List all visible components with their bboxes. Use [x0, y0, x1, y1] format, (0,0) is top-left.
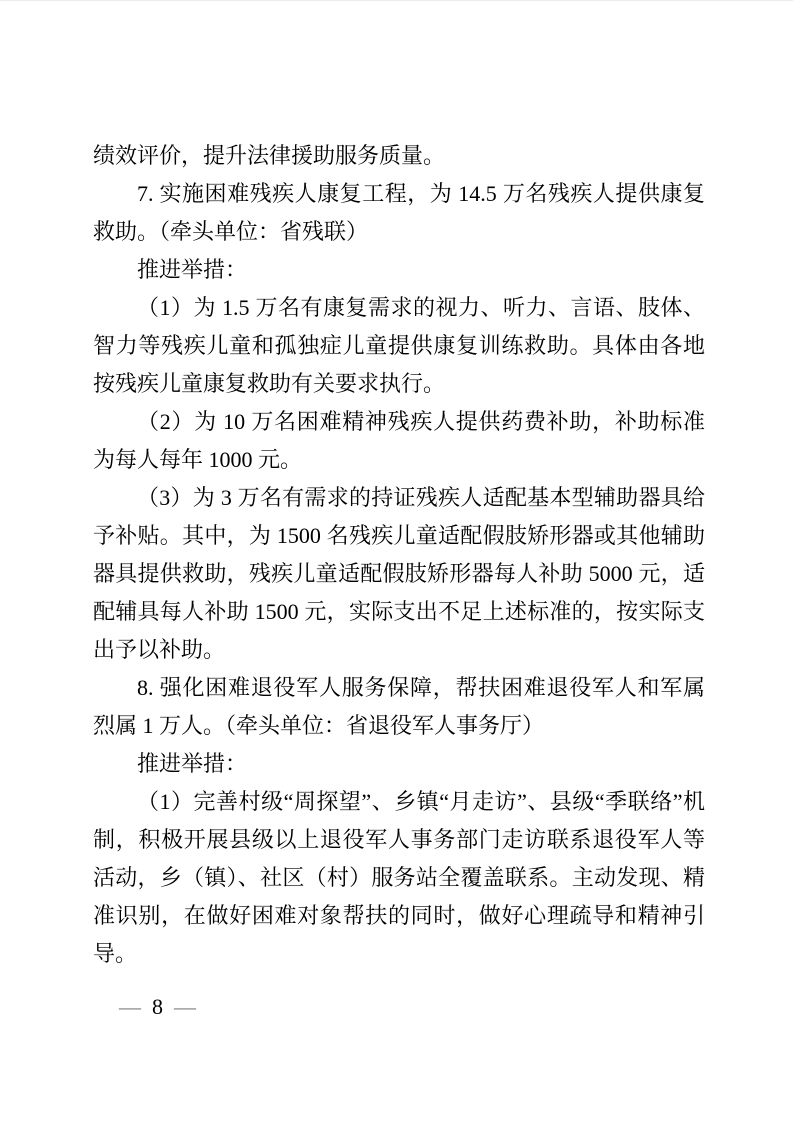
document-body	[93, 137, 705, 973]
text-line: 推进举措：	[137, 751, 248, 776]
text-line: 导。	[93, 941, 138, 966]
text-line: （3）为 3 万名有需求的持证残疾人适配基本型辅助器具给	[137, 485, 705, 510]
text-line: 出予以补助。	[93, 637, 226, 662]
text-line: 为每人每年 1000 元。	[93, 447, 303, 472]
text-line: 配辅具每人补助 1500 元，实际支出不足上述标准的，按实际支	[93, 599, 705, 624]
text-line: 救助。（牵头单位：省残联）	[93, 219, 369, 244]
page-number-dash-right: —	[174, 994, 196, 1019]
text-line: 8. 强化困难退役军人服务保障，帮扶困难退役军人和军属	[137, 675, 705, 700]
page-number-dash-left: —	[119, 994, 141, 1019]
text-line: 智力等残疾儿童和孤独症儿童提供康复训练救助。具体由各地	[93, 333, 705, 358]
text-line: 活动，乡（镇）、社区（村）服务站全覆盖联系。主动发现、精	[93, 865, 705, 890]
page-number-value: 8	[152, 994, 163, 1019]
text-line: （2）为 10 万名困难精神残疾人提供药费补助，补助标准	[137, 409, 705, 434]
text-line: 7. 实施困难残疾人康复工程，为 14.5 万名残疾人提供康复	[137, 181, 705, 206]
text-line: 准识别，在做好困难对象帮扶的同时，做好心理疏导和精神引	[93, 903, 705, 928]
text-line: 绩效评价，提升法律援助服务质量。	[93, 143, 446, 168]
text-line: 烈属 1 万人。（牵头单位：省退役军人事务厅）	[93, 713, 545, 738]
text-line: 器具提供救助，残疾儿童适配假肢矫形器每人补助 5000 元，适	[93, 561, 705, 586]
text-line: 推进举措：	[137, 257, 248, 282]
text-line: 制，积极开展县级以上退役军人事务部门走访联系退役军人等	[93, 827, 705, 852]
text-line: （1）为 1.5 万名有康复需求的视力、听力、言语、肢体、	[137, 295, 705, 320]
text-line: 按残疾儿童康复救助有关要求执行。	[93, 371, 446, 396]
page-number	[119, 992, 196, 1022]
text-line: 予补贴。其中，为 1500 名残疾儿童适配假肢矫形器或其他辅助	[93, 523, 705, 548]
text-line: （1）完善村级“周探望”、乡镇“月走访”、县级“季联络”机	[137, 789, 705, 814]
